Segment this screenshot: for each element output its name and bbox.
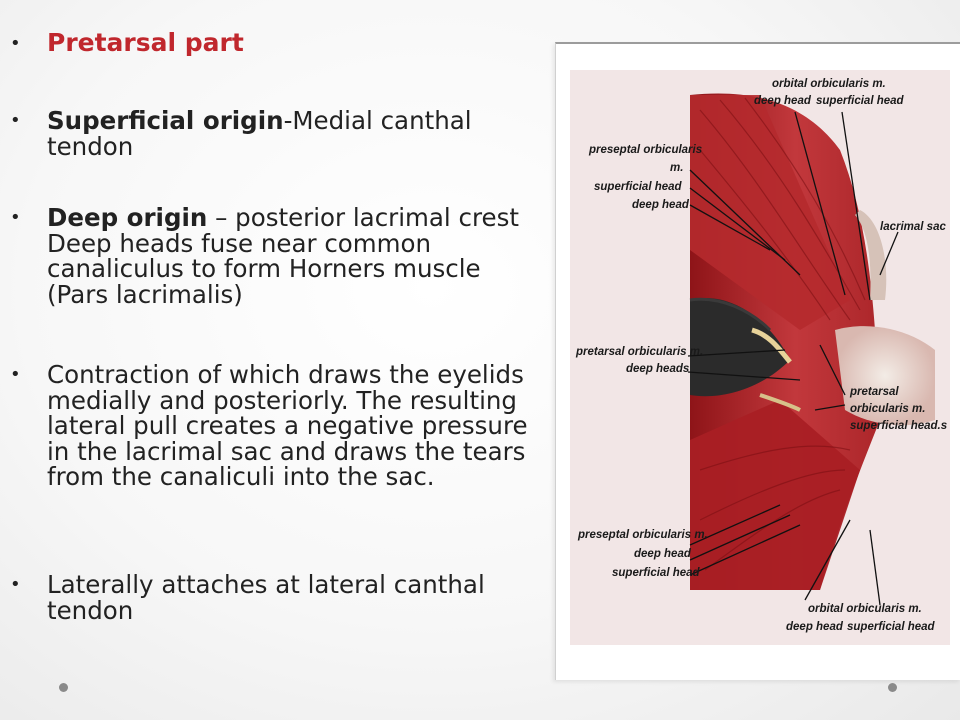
bullet-term: Deep origin [47, 203, 208, 232]
bullet-icon: • [10, 207, 21, 228]
slide-title: Pretarsal part [47, 28, 244, 57]
decorative-dot-right [888, 683, 897, 692]
label-orbital-bottom-superficial: superficial head [847, 621, 935, 633]
label-pretarsal-left: pretarsal orbicularis m. [576, 346, 704, 358]
bullet-description: -Medial canthal tendon [47, 106, 472, 161]
label-preseptal-top-deep: deep head [632, 199, 689, 211]
label-orbital-top-superficial: superficial head [816, 95, 904, 107]
label-preseptal-bottom: preseptal orbicularis m. [578, 529, 708, 541]
label-pretarsal-right-superficial: superficial head.s [850, 420, 948, 432]
label-orbital-bottom: orbital orbicularis m. [808, 603, 922, 615]
label-preseptal-top: preseptal orbicularis [589, 144, 703, 156]
bullet-text: Laterally attaches at lateral canthal tendon [47, 570, 485, 625]
bullet-icon: • [10, 364, 21, 385]
label-preseptal-bottom-deep: deep head [634, 548, 691, 560]
label-orbital-top-deep: deep head [754, 95, 811, 107]
label-preseptal-top-m: m. [670, 162, 684, 174]
label-pretarsal-right-orbicularis: orbicularis m. [850, 403, 926, 415]
label-orbital-bottom-deep: deep head [786, 621, 843, 633]
bullet-term: Superficial origin [47, 106, 284, 135]
label-lacrimal-sac: lacrimal sac [880, 221, 946, 233]
bullet-icon: • [10, 33, 21, 54]
decorative-dot-left [59, 683, 68, 692]
bullet-description: – posterior lacrimal crest Deep heads fuse near common canaliculus to form Horners muscle (Pars lacrimalis) [47, 203, 519, 309]
bullet-icon: • [10, 574, 21, 595]
label-pretarsal-right: pretarsal [850, 386, 899, 398]
bullet-text: Contraction of which draws the eyelids medially and posteriorly. The resulting lateral pull creates a negative pressure in the lacrimal sac and draws the tears from the canaliculi into the sac. [47, 360, 528, 491]
label-preseptal-top-superficial: superficial head [594, 181, 682, 193]
label-orbital-top: orbital orbicularis m. [772, 78, 886, 90]
bullet-icon: • [10, 110, 21, 131]
label-pretarsal-left-deep: deep heads [626, 363, 690, 375]
label-preseptal-bottom-superficial: superficial head [612, 567, 700, 579]
